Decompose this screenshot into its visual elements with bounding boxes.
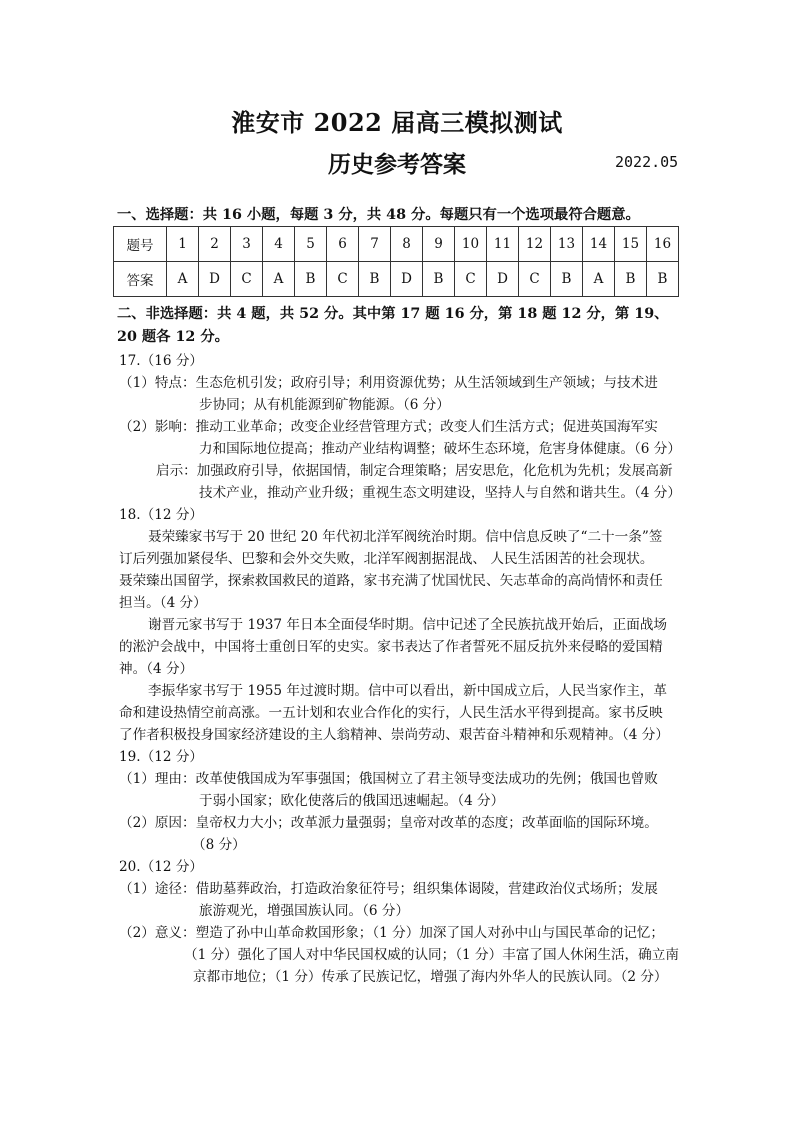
table-cell: D bbox=[391, 262, 423, 297]
answer-line: 旅游观光，增强国族认同。（6 分） bbox=[199, 903, 410, 919]
table-cell: D bbox=[199, 262, 231, 297]
answer-line: 了作者积极投身国家经济建设的主人翁精神、崇尚劳动、艰苦奋斗精神和乐观精神。（4 分） bbox=[119, 727, 669, 743]
answer-line: 的淞沪会战中，中国将士重创日军的史实。家书表达了作者誓死不屈反抗外来侵略的爱国精 bbox=[119, 639, 663, 655]
page-title: 淮安市 2022 届高三模拟测试 bbox=[231, 108, 563, 137]
table-cell: 1 bbox=[167, 227, 199, 262]
answer-line: 于弱小国家；欧化使落后的俄国迅速崛起。（4 分） bbox=[199, 793, 505, 809]
answer-line: （8 分） bbox=[192, 837, 246, 853]
table-cell: 11 bbox=[487, 227, 519, 262]
table-cell: A bbox=[263, 262, 295, 297]
answer-line: 力和国际地位提高；推动产业结构调整；破坏生态环境，危害身体健康。（6 分） bbox=[199, 441, 681, 457]
table-cell: 16 bbox=[647, 227, 679, 262]
table-cell: A bbox=[167, 262, 199, 297]
answer-line: 担当。（4 分） bbox=[119, 595, 207, 611]
table-cell: 8 bbox=[391, 227, 423, 262]
table-row bbox=[114, 262, 679, 297]
answer-line: 启示：加强政府引导，依据国情，制定合理策略；居安思危，化危机为先机；发展高新 bbox=[156, 463, 673, 479]
table-cell: B bbox=[647, 262, 679, 297]
q17-heading: 17.（16 分） bbox=[119, 353, 204, 369]
table-cell: C bbox=[327, 262, 359, 297]
table-cell: A bbox=[583, 262, 615, 297]
table-cell: 4 bbox=[263, 227, 295, 262]
section2-heading-line1: 二、非选择题：共 4 题，共 52 分。其中第 17 题 16 分，第 18 题 12 分，第 19、 bbox=[117, 306, 669, 322]
table-header-cell: 答案 bbox=[114, 262, 167, 297]
q20-heading: 20.（12 分） bbox=[119, 859, 204, 875]
table-cell: D bbox=[487, 262, 519, 297]
table-cell: 7 bbox=[359, 227, 391, 262]
answer-line: 聂荣臻家书写于 20 世纪 20 年代初北洋军阀统治时期。信中信息反映了“二十一条”签 bbox=[148, 529, 663, 545]
table-cell: 15 bbox=[615, 227, 647, 262]
section2-heading-line2: 20 题各 12 分。 bbox=[117, 329, 229, 345]
table-cell: C bbox=[231, 262, 263, 297]
answer-line: （1）理由：改革使俄国成为军事强国；俄国树立了君主领导变法成功的先例；俄国也曾败 bbox=[119, 771, 658, 787]
answer-line: 订后列强加紧侵华、巴黎和会外交失败，北洋军阀割据混战、 人民生活困苦的社会现状。 bbox=[119, 551, 654, 567]
page-subtitle: 历史参考答案 bbox=[328, 151, 466, 178]
answer-line: （2）原因：皇帝权力大小；改革派力量强弱；皇帝对改革的态度；改革面临的国际环境。 bbox=[119, 815, 658, 831]
table-cell: B bbox=[359, 262, 391, 297]
answer-line: （1 分）强化了国人对中华民国权威的认同；（1 分）丰富了国人休闲生活，确立南 bbox=[184, 947, 679, 963]
answer-line: 谢晋元家书写于 1937 年日本全面侵华时期。信中记述了全民族抗战开始后，正面战场 bbox=[148, 617, 668, 633]
answer-line: 京都市地位；（1 分）传承了民族记忆，增强了海内外华人的民族认同。（2 分） bbox=[193, 969, 668, 985]
table-cell: B bbox=[423, 262, 455, 297]
table-cell: 13 bbox=[551, 227, 583, 262]
document-date: 2022.05 bbox=[615, 153, 679, 171]
answer-table bbox=[113, 226, 679, 297]
table-cell: C bbox=[519, 262, 551, 297]
table-cell: B bbox=[615, 262, 647, 297]
table-cell: B bbox=[551, 262, 583, 297]
table-row bbox=[114, 227, 679, 262]
table-cell: 14 bbox=[583, 227, 615, 262]
answer-line: 技术产业，推动产业升级；重视生态文明建设，坚持人与自然和谐共生。（4 分） bbox=[199, 485, 681, 501]
answer-line: 命和建设热情空前高涨。一五计划和农业合作化的实行，人民生活水平得到提高。家书反映 bbox=[119, 705, 663, 721]
table-cell: C bbox=[455, 262, 487, 297]
q19-heading: 19.（12 分） bbox=[119, 749, 204, 765]
answer-line: 李振华家书写于 1955 年过渡时期。信中可以看出，新中国成立后，人民当家作主，革 bbox=[148, 683, 668, 699]
table-cell: 12 bbox=[519, 227, 551, 262]
answer-line: 神。（4 分） bbox=[119, 661, 194, 677]
answer-line: （1）特点：生态危机引发；政府引导；利用资源优势；从生活领域到生产领域；与技术进 bbox=[119, 375, 658, 391]
table-cell: 2 bbox=[199, 227, 231, 262]
table-cell: 3 bbox=[231, 227, 263, 262]
answer-line: 聂荣臻出国留学，探索救国救民的道路，家书充满了忧国忧民、矢志革命的高尚情怀和责任 bbox=[119, 573, 663, 589]
section1-heading: 一、选择题：共 16 小题，每题 3 分，共 48 分。每题只有一个选项最符合题意。 bbox=[117, 207, 640, 223]
table-cell: 9 bbox=[423, 227, 455, 262]
table-cell: 5 bbox=[295, 227, 327, 262]
answer-line: （1）途径：借助墓葬政治，打造政治象征符号；组织集体谒陵，营建政治仪式场所；发展 bbox=[119, 881, 658, 897]
table-cell: 10 bbox=[455, 227, 487, 262]
q18-heading: 18.（12 分） bbox=[119, 507, 204, 523]
table-header-cell: 题号 bbox=[114, 227, 167, 262]
answer-line: （2）影响：推动工业革命；改变企业经营管理方式；改变人们生活方式；促进英国海军实 bbox=[119, 419, 658, 435]
answer-line: 步协同；从有机能源到矿物能源。（6 分） bbox=[199, 397, 450, 413]
table-cell: 6 bbox=[327, 227, 359, 262]
answer-line: （2）意义：塑造了孙中山革命救国形象；（1 分）加深了国人对孙中山与国民革命的记忆； bbox=[119, 925, 664, 941]
table-cell: B bbox=[295, 262, 327, 297]
